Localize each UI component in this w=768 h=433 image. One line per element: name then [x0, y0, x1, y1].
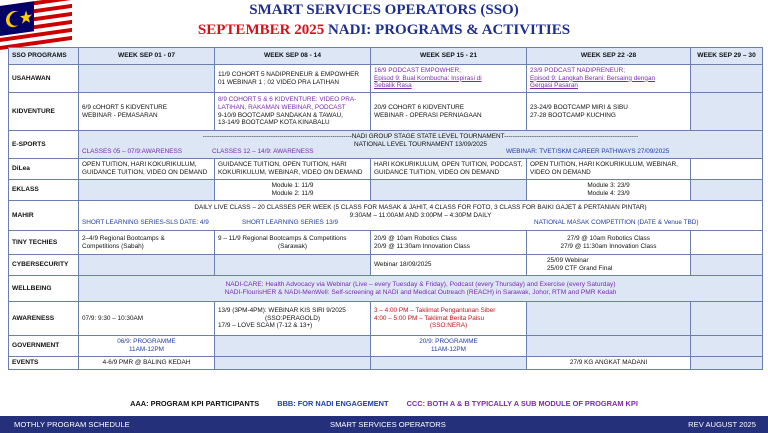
cell-line: 6/9 cOHORT 5 KIDVENTURE [82, 103, 167, 111]
program-esports: E-SPORTS [9, 131, 79, 159]
dilea-week-4 [527, 159, 691, 180]
cell-line: 9-10/9 BOOTCAMP SANDAKAN & TAWAU, [218, 111, 343, 119]
awareness-week-4 [527, 302, 691, 336]
cell-line: OPEN TUITION, HARI KOKURIKULUM, [82, 161, 197, 169]
header-week-5: WEEK SEP 29 – 30 [691, 48, 763, 65]
cell-line: Episod 9: Langkah Berani: Bersaing dengan [530, 74, 656, 82]
cell-line: VIDEO ON DEMAND [530, 169, 591, 176]
kidventure-week-4 [527, 93, 691, 131]
cell-text: NATIONAL MASAK COMPETITION (DATE & Venue TBD) [534, 219, 699, 227]
cell-line: GUIDANCE TUITION, OPEN TUITION, HARI [218, 161, 347, 169]
cell-line: (Sarawak) [277, 242, 308, 250]
government-week-5 [691, 336, 763, 357]
cell-line: Module 1: 11/9 [271, 182, 314, 190]
cyber-week-4 [527, 255, 691, 276]
dilea-week-3 [371, 159, 527, 180]
cell-line: 4:00 – 5:00 PM – Taklimat Berita Palsu [374, 314, 485, 322]
mahir-span [79, 201, 763, 231]
cell-line: 3 – 4:00 PM – Taklimat Pengantunan Siber [374, 307, 496, 315]
cyber-week-1 [79, 255, 215, 276]
events-week-3 [371, 357, 527, 370]
usahawan-week-1 [79, 65, 215, 93]
eklass-week-3 [371, 180, 527, 201]
cell-line: 13/9 (3PM-4PM): WEBINAR KIS SIRI 9/2025 [218, 307, 346, 315]
events-week-5 [691, 357, 763, 370]
awareness-week-1 [79, 302, 215, 336]
cell-line: Module 4: 23/9 [587, 190, 630, 197]
table-header-row [9, 48, 763, 65]
dilea-week-1 [79, 159, 215, 180]
footer-left: MOTHLY PROGRAM SCHEDULE [14, 420, 130, 429]
cyber-week-5 [691, 255, 763, 276]
cell-line: Competitions (Sabah) [82, 242, 144, 250]
cell-line: (SSO:NERA) [429, 322, 468, 330]
tiny-week-5 [691, 231, 763, 255]
legend-aaa: AAA: PROGRAM KPI PARTICIPANTS [130, 399, 260, 408]
table-row [9, 159, 763, 180]
cell-line: Sebalik Rasa [374, 82, 412, 90]
cell-text: CLASSES 05 – 07/9:AWARENESS [82, 148, 183, 156]
page-title: SMART SERVICES OPERATORS (SSO) [249, 2, 519, 18]
wellbeing-span [79, 276, 763, 302]
header-week-1: WEEK SEP 01 - 07 [79, 48, 215, 65]
legend [0, 399, 768, 408]
table-row [9, 131, 763, 159]
cell-line: 01 WEBINAR 1 ; 02 VIDEO PRA LATIHAN [218, 78, 339, 86]
dilea-week-5 [691, 159, 763, 180]
table-row [9, 357, 763, 370]
usahawan-week-5 [691, 65, 763, 93]
cell-line: 20/9 @ 10am Robotics Class [374, 234, 457, 242]
program-wellbeing: WELLBEING [9, 276, 79, 302]
cell-line: 11AM-12PM [128, 346, 165, 353]
cell-line: 07/9: 9:30 – 10:30AM [82, 314, 144, 322]
table-row [9, 65, 763, 93]
mahir-series [82, 219, 759, 227]
eklass-week-2 [215, 180, 371, 201]
esports-classes [82, 148, 759, 156]
legend-ccc: CCC: BOTH A & B TYPICALLY A SUB MODULE OF PROGRAM KPI [406, 399, 638, 408]
usahawan-week-4 [527, 65, 691, 93]
awareness-week-2 [215, 302, 371, 336]
cell-text: SHORT LEARNING SERIES-SLS DATE: 4/9 [82, 219, 209, 227]
cell-line: HARI KOKURIKULUM, OPEN TUITION, PODCAST, [374, 161, 523, 169]
header-week-4: WEEK SEP 22 -28 [527, 48, 691, 65]
events-week-1 [79, 357, 215, 370]
cell-line: 8/9 COHORT 5 & 6 KIDVENTURE: VIDEO PRA- [218, 96, 357, 104]
kidventure-week-1 [79, 93, 215, 131]
cell-line: 11AM-12PM [430, 346, 467, 353]
cell-line: NADI-CARE: Health Advocacy via Webinar (Live – every Tuesday & Friday), Podcast (every Thursday) and Exercise (every Saturday) [225, 280, 616, 288]
cell-line: 16/9 PODCAST EMPOWHER; [374, 67, 461, 75]
cell-line: 13-14/9 BOOTCAMP KOTA KINABALU [218, 119, 330, 127]
cell-line: Episod 9: Bual Kombucha: Inspirasi di [374, 74, 482, 82]
cyber-week-3 [371, 255, 527, 276]
footer-bar [0, 416, 768, 433]
cyber-week-2 [215, 255, 371, 276]
cell-line: NATIONAL LEVEL TOURNAMENT 13/09/2025 [354, 140, 487, 148]
cell-text: CLASSES 12 – 14/9: AWARENESS [212, 148, 314, 156]
dilea-week-2 [215, 159, 371, 180]
footer-center: SMART SERVICES OPERATORS [330, 420, 446, 429]
cell-line: 4-6/9 PMR @ BALING KEDAH [102, 359, 191, 367]
cell-line: ----------------------------------------------------------------------NADI GROUP STAGE STATE LEVEL TOURNAMENT--------------------------------------------------------------- [202, 132, 639, 140]
table-row [9, 276, 763, 302]
header-programs: SSO PROGRAMS [9, 48, 79, 65]
tiny-week-3 [371, 231, 527, 255]
cell-text: WEBINAR: TVET/SKM CAREER PATHWAYS 27/09/2025 [506, 148, 670, 156]
cell-text: SHORT LEARNING SERIES 13/9 [242, 219, 339, 227]
cell-line: GUIDANCE TUITION, VIDEO ON DEMAND [82, 169, 208, 176]
program-government: GOVERNMENT [9, 336, 79, 357]
tiny-week-4 [527, 231, 691, 255]
table-row [9, 201, 763, 231]
table-row [9, 231, 763, 255]
table-row [9, 180, 763, 201]
cell-line: 27-28 BOOTCAMP KUCHING [530, 111, 616, 119]
cell-line: 9 – 11/9 Regional Bootcamps & Competitions [218, 234, 347, 242]
government-week-1 [79, 336, 215, 357]
header-week-2: WEEK SEP 08 - 14 [215, 48, 371, 65]
cell-line: (SSO:PERAGOLD) [264, 314, 321, 322]
cell-line: 17/9 – LOVE SCAM (7-12 & 13+) [218, 322, 313, 330]
cell-line: 27/9 @ 11:30am Innovation Class [560, 242, 657, 250]
kidventure-week-3 [371, 93, 527, 131]
kidventure-week-5 [691, 93, 763, 131]
cell-line: KOKURIKULUM, WEBINAR, VIDEO ON DEMAND [218, 169, 363, 176]
awareness-week-3 [371, 302, 527, 336]
awareness-week-5 [691, 302, 763, 336]
cell-line: DAILY LIVE CLASS – 20 CLASSES PER WEEK (5 CLASS FOR MASAK & JAHIT, 4 CLASS FOR FOTO, 3 CLASS FOR BAIKI GAJET & PERTANIAN PINTAR) [194, 203, 647, 211]
program-awareness: AWARENESS [9, 302, 79, 336]
cell-line: OPEN TUITION, HARI KOKURIKULUM, WEBINAR, [530, 161, 678, 169]
program-usahawan: USAHAWAN [9, 65, 79, 93]
esports-span [79, 131, 763, 159]
cell-line: 27/9 @ 10am Robotics Class [567, 234, 650, 242]
cell-line: WEBINAR - PEMASARAN [82, 111, 158, 119]
program-mahir: MAHIR [9, 201, 79, 231]
cell-line: Module 2: 11/9 [271, 190, 314, 197]
events-week-4 [527, 357, 691, 370]
schedule-table [8, 47, 763, 370]
title-rest: NADI: PROGRAMS & ACTIVITIES [324, 22, 571, 38]
cell-line: 20/9 @ 11:30am Innovation Class [374, 242, 470, 250]
program-events: EVENTS [9, 357, 79, 370]
cell-line: NADI-FlourisHER & NADI-MenWell: Self-screening at NADI and Medical Outreach (REACH) in Sarawak, Johor, RTM and PMR Kedah [224, 288, 617, 296]
government-week-2 [215, 336, 371, 357]
cell-line: 20/9: PROGRAMME [419, 338, 478, 346]
government-week-4 [527, 336, 691, 357]
program-eklass: EKLASS [9, 180, 79, 201]
cell-line: 23-24/9 BOOTCAMP MIRI & SIBU [530, 103, 628, 111]
program-cybersecurity: CYBERSECURITY [9, 255, 79, 276]
cell-line: 9:30AM – 11:00AM AND 3:00PM – 4:30PM DAILY [349, 211, 492, 219]
cell-line: 23/9 PODCAST NADIPRENEUR; [530, 67, 626, 75]
cell-line: 27/9 KG ANGKAT MADANI [569, 359, 648, 367]
cell-line: GUIDANCE TUITION, VIDEO ON DEMAND [374, 169, 500, 176]
cell-line: 25/09 CTF Grand Final [547, 265, 613, 272]
table-row [9, 255, 763, 276]
cell-line: WEBINAR - OPERASI PERNIAGAAN [374, 111, 482, 119]
cell-line: 25/09 Webinar [547, 257, 589, 265]
cell-line: 11/9 COHORT 5 NADIPRENEUR & EMPOWHER [218, 70, 359, 78]
header-week-3: WEEK SEP 15 - 21 [371, 48, 527, 65]
footer-right: REV AUGUST 2025 [688, 420, 756, 429]
usahawan-week-3 [371, 65, 527, 93]
title-month: SEPTEMBER 2025 [197, 22, 325, 38]
table-row [9, 93, 763, 131]
tiny-week-2 [215, 231, 371, 255]
legend-bbb: BBB: FOR NADI ENGAGEMENT [277, 399, 389, 408]
eklass-week-5 [691, 180, 763, 201]
eklass-week-1 [79, 180, 215, 201]
cell-line: 06/9: PROGRAMME [117, 338, 176, 346]
cell-line: Module 3: 23/9 [587, 182, 630, 190]
events-week-2 [215, 357, 371, 370]
government-week-3 [371, 336, 527, 357]
table-row [9, 302, 763, 336]
tiny-week-1 [79, 231, 215, 255]
program-kidventure: KIDVENTURE [9, 93, 79, 131]
page-subtitle [0, 22, 768, 39]
table-row [9, 336, 763, 357]
eklass-week-4 [527, 180, 691, 201]
program-tiny-techies: TINY TECHIES [9, 231, 79, 255]
kidventure-week-2 [215, 93, 371, 131]
program-dilea: DiLea [9, 159, 79, 180]
cell-line: 2–4/9 Regional Bootcamps & [82, 234, 165, 242]
usahawan-week-2 [215, 65, 371, 93]
cell-line: LATIHAN, RAKAMAN WEBINAR, PODCAST [218, 103, 346, 111]
cell-line: Webinar 18/09/2025 [374, 261, 432, 269]
cell-line: Gergasi Pasaran [530, 82, 578, 90]
cell-line: 20/9 COHORT 6 KIDVENTURE [374, 103, 464, 111]
